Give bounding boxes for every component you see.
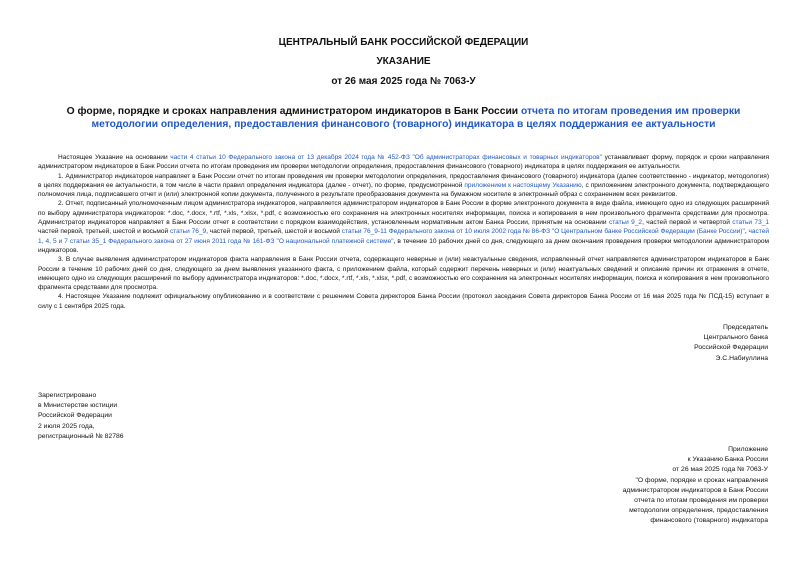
signature-block [640,323,768,364]
paragraph-4: 4. Настоящее Указание подлежит официальному опубликованию и в соответствии с решением Совета директоров Банка России (протокол заседания Совета директоров Банка России от 16 мая 2025 года № ПСД-15) вступает в силу с 1 сентября 2025 года. [38,293,769,310]
appendix-line: "О форме, порядке и сроках направления [635,476,768,484]
appendix-line: финансового (товарного) индикатора [650,517,768,525]
signatory-name: Э.С.Набиуллина [715,354,768,362]
registration-number: регистрационный № 82786 [38,432,124,440]
appendix-line: отчета по итогам проведения им проверки [634,497,768,505]
text: , частей первой, третьей, шестой и восьмой [206,228,342,236]
document-title [40,105,767,131]
text: , в течение 10 рабочих дней со дня, следующего за днем окончания проведения проверки методологии администратором индикаторов. [38,237,769,254]
appendix-line: администратором индикаторов в Банк России [622,486,768,494]
law-link[interactable]: части 4 статьи 10 Федерального закона от 13 декабря 2024 года № 452-ФЗ "Об администраторах финансовых и товарных индикаторов" [170,154,602,161]
registration-line: Зарегистрировано [38,392,97,399]
text: , [744,228,749,236]
document-body [38,153,769,311]
paragraph-2 [38,199,769,255]
text: , частей первой и четвертой [642,219,733,227]
registration-block [38,391,238,442]
appendix-link[interactable]: приложением к настоящему Указанию [464,181,582,189]
registration-line: Российской Федерации [38,412,112,420]
appendix-line: к Указанию Банка России [687,456,768,464]
law-link[interactable]: статьи 76_9 [169,228,207,236]
appendix-line: Приложение [728,446,768,453]
text: 1. Администратор индикаторов направляет в Банк России отчет по итогам проведения им проверки методологии определения, предоставления финансового (товарного) индикатора (далее соответственно - индикатор, методология) в целях поддержания ее актуальности, в том числе в части правил определения индикатора (далее - отчет), по форме, предусмотренной [38,172,769,189]
appendix-line: от 26 мая 2025 года № 7063-У [672,466,768,474]
text: устанавливает форму, порядок и сроки направления администратором индикаторов в Банк России отчета по итогам проведения им проверки методологии определения, предоставления финансового (товарного) индикатора в целях поддержания ее актуальности. [38,154,769,171]
title-plain: О форме, порядке и сроках направления администратором индикаторов в Банк России [66,106,521,117]
appendix-line: методологии определения, предоставления [629,507,768,515]
paragraph-1 [38,172,769,200]
signature-line: Председатель [723,324,768,331]
law-link[interactable]: статьи 76_9-11 Федерального закона от 10 июля 2002 года № 86-ФЗ "О Центральном банке Российской Федерации (Банке России)" [341,228,745,236]
appendix-header [560,445,768,527]
registration-date: 2 июля 2025 года, [38,422,95,430]
document-date-number: от 26 мая 2025 года № 7063-У [331,76,476,87]
signature-line: Центрального банка [703,334,768,342]
document-kind: УКАЗАНИЕ [376,56,431,67]
bank-name: ЦЕНТРАЛЬНЫЙ БАНК РОССИЙСКОЙ ФЕДЕРАЦИИ [278,37,529,48]
paragraph-preamble [38,153,769,172]
text: 2. Отчет, подписанный уполномоченным лицом администратора индикаторов, направляется администратором индикаторов в Банк России в форме электронного документа в виде файла, имеющего одно из следующих расширений по выбору администратора индикаторов: *.doc, *.docx, *.rtf, *.xls, *.xlsx, *.pdf, с возможностью его сохранения на электронных носителях информации, поиска и копирования в нем произвольного фрагмента средствами для просмотра. Администратор индикаторов направляет в Банк России отчет в соответствии с порядком взаимодействия, установленным нормативным актом Банка России, принятым на основании [38,200,769,227]
law-link[interactable]: статьи 9_2 [608,219,643,227]
registration-line: в Министерстве юстиции [38,402,118,410]
law-link[interactable]: частей 1, 4, 5 и 7 статьи 35_1 Федерального закона от 27 июня 2011 года № 161-ФЗ "О национальной платежной системе" [38,228,770,245]
signature-line: Российской Федерации [694,344,768,352]
text: Настоящее Указание на основании [58,154,171,161]
text: частей первой, третьей, шестой и восьмой [38,228,170,236]
paragraph-3: 3. В случае выявления администратором индикаторов факта направления в Банк России отчета, содержащего неверные и (или) неактуальные сведения, исправленный отчет направляется администратором индикаторов в Банк России в течение 10 рабочих дней со дня, следующего за днем выявления указанного факта, с приложением файла, который содержит перечень неверных и (или) неактуальных сведений и описание причин их отражения в отчете, имеющего одно из следующих расширений по выбору администратора индикаторов: *.doc, *.docx, *.rtf, *.xls, *.xlsx, *.pdf, с возможностью его сохранения на электронных носителях информации, поиска и копирования в нем произвольного фрагмента средствами для просмотра. [38,256,769,292]
law-link[interactable]: статьи 73_1 [732,219,769,227]
title-link[interactable]: отчета по итогам проведения им проверки методологии определения, предоставления финансового (товарного) индикатора в целях поддержания ее актуальности [91,106,741,130]
text: , с приложением электронного документа, подтверждающего полномочия лица, подписавшего отчет и (или) электронной копии документа, полученного в результате преобразования документа на бумажном носителе в электронный образ с сохранением всех реквизитов. [38,181,769,199]
